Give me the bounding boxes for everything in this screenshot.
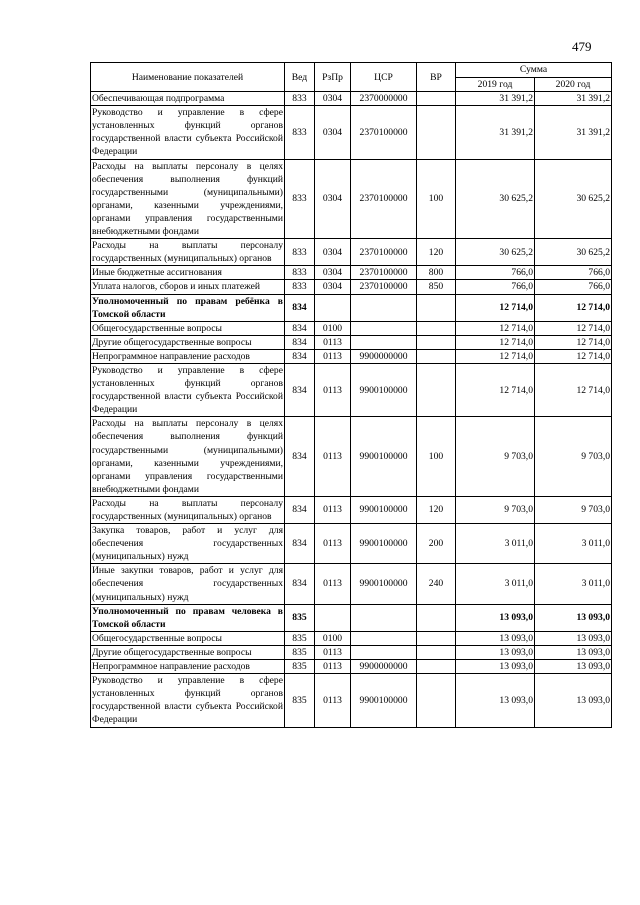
cell-ved: 835 — [285, 604, 315, 631]
cell-csr — [351, 604, 417, 631]
cell-rzpr: 0304 — [315, 159, 351, 239]
cell-name: Руководство и управление в сфере установленных функций органов государственной власти субъекта Российской Федерации — [92, 364, 283, 416]
table-row — [91, 417, 612, 497]
cell-vr — [417, 363, 456, 416]
cell-name: Иные закупки товаров, работ и услуг для обеспечения государственных (муниципальных) нужд — [92, 565, 283, 603]
cell-ved: 834 — [285, 335, 315, 349]
cell-vr: 200 — [417, 524, 456, 564]
cell-name: Закупка товаров, работ и услуг для обеспечения государственных (муниципальных) нужд — [92, 525, 283, 563]
budget-table — [90, 62, 612, 728]
cell-name: Общегосударственные вопросы — [91, 631, 285, 645]
table-row — [91, 645, 612, 659]
cell-2019: 31 391,2 — [456, 106, 535, 159]
cell-2020: 12 714,0 — [535, 363, 612, 416]
cell-csr: 9900100000 — [351, 496, 417, 523]
header-rzpr: РзПр — [315, 63, 351, 92]
cell-ved: 834 — [285, 524, 315, 564]
cell-ved: 834 — [285, 496, 315, 523]
page-number: 479 — [572, 39, 592, 54]
cell-csr: 2370000000 — [351, 92, 417, 106]
table-header — [91, 63, 612, 92]
cell-ved: 835 — [285, 674, 315, 727]
cell-2020: 12 714,0 — [535, 349, 612, 363]
cell-2020: 31 391,2 — [535, 92, 612, 106]
cell-name: Расходы на выплаты персоналу государственных (муниципальных) органов — [92, 240, 283, 265]
cell-rzpr: 0304 — [315, 280, 351, 294]
table-row — [91, 266, 612, 280]
cell-2019: 12 714,0 — [456, 335, 535, 349]
cell-name: Иные бюджетные ассигнования — [91, 266, 285, 280]
cell-ved: 834 — [285, 363, 315, 416]
cell-vr — [417, 294, 456, 321]
cell-2019: 13 093,0 — [456, 645, 535, 659]
cell-rzpr: 0113 — [315, 674, 351, 727]
cell-vr — [417, 645, 456, 659]
header-sum: Сумма — [456, 63, 612, 78]
cell-csr: 2370100000 — [351, 266, 417, 280]
cell-2020: 12 714,0 — [535, 335, 612, 349]
cell-2019: 766,0 — [456, 266, 535, 280]
cell-ved: 835 — [285, 660, 315, 674]
cell-ved: 834 — [285, 417, 315, 497]
cell-name: Обеспечивающая подпрограмма — [91, 92, 285, 106]
cell-csr: 9900000000 — [351, 660, 417, 674]
cell-2020: 12 714,0 — [535, 294, 612, 321]
cell-vr: 120 — [417, 496, 456, 523]
cell-rzpr — [315, 604, 351, 631]
table-row — [91, 524, 612, 564]
cell-name: Общегосударственные вопросы — [91, 321, 285, 335]
cell-2019: 12 714,0 — [456, 363, 535, 416]
cell-rzpr: 0304 — [315, 92, 351, 106]
cell-vr — [417, 660, 456, 674]
cell-csr — [351, 631, 417, 645]
cell-vr: 100 — [417, 159, 456, 239]
table-row — [91, 604, 612, 631]
cell-rzpr: 0113 — [315, 660, 351, 674]
cell-2020: 13 093,0 — [535, 660, 612, 674]
cell-ved: 833 — [285, 266, 315, 280]
cell-ved: 834 — [285, 294, 315, 321]
cell-name: Руководство и управление в сфере установленных функций органов государственной власти субъекта Российской Федерации — [92, 107, 283, 158]
cell-2019: 31 391,2 — [456, 92, 535, 106]
cell-csr: 2370100000 — [351, 239, 417, 266]
cell-csr: 9900100000 — [351, 674, 417, 727]
cell-2019: 13 093,0 — [456, 604, 535, 631]
cell-2020: 3 011,0 — [535, 524, 612, 564]
table-row — [91, 280, 612, 294]
cell-csr: 9900000000 — [351, 349, 417, 363]
cell-vr: 120 — [417, 239, 456, 266]
cell-2019: 12 714,0 — [456, 349, 535, 363]
table-body — [91, 92, 612, 727]
cell-ved: 834 — [285, 321, 315, 335]
cell-csr: 9900100000 — [351, 524, 417, 564]
table-row — [91, 496, 612, 523]
cell-ved: 833 — [285, 280, 315, 294]
cell-ved: 835 — [285, 645, 315, 659]
cell-vr — [417, 335, 456, 349]
table-row — [91, 363, 612, 416]
table-row — [91, 660, 612, 674]
cell-2020: 3 011,0 — [535, 564, 612, 604]
cell-rzpr: 0304 — [315, 106, 351, 159]
cell-2019: 9 703,0 — [456, 417, 535, 497]
cell-name: Руководство и управление в сфере установленных функций органов государственной власти субъекта Российской Федерации — [92, 675, 283, 726]
cell-rzpr: 0304 — [315, 266, 351, 280]
header-ved: Вед — [285, 63, 315, 92]
cell-name: Другие общегосударственные вопросы — [91, 335, 285, 349]
header-2019: 2019 год — [456, 78, 535, 92]
header-2020: 2020 год — [535, 78, 612, 92]
cell-ved: 834 — [285, 564, 315, 604]
cell-2019: 30 625,2 — [456, 159, 535, 239]
cell-rzpr: 0304 — [315, 239, 351, 266]
cell-2019: 13 093,0 — [456, 674, 535, 727]
table-row — [91, 674, 612, 727]
cell-ved: 833 — [285, 159, 315, 239]
cell-name: Расходы на выплаты персоналу в целях обеспечения выполнения функций государственными (муниципальными) органами, казенными учреждениями, органами управления государственными внебюджетными фондами — [92, 160, 283, 238]
table-row — [91, 106, 612, 159]
table-row — [91, 239, 612, 266]
cell-vr — [417, 321, 456, 335]
cell-2020: 13 093,0 — [535, 631, 612, 645]
cell-name: Уплата налогов, сборов и иных платежей — [91, 280, 285, 294]
cell-ved: 835 — [285, 631, 315, 645]
cell-2020: 766,0 — [535, 266, 612, 280]
cell-2020: 9 703,0 — [535, 496, 612, 523]
cell-name: Непрограммное направление расходов — [91, 660, 285, 674]
cell-rzpr: 0113 — [315, 524, 351, 564]
cell-vr: 240 — [417, 564, 456, 604]
cell-2020: 30 625,2 — [535, 159, 612, 239]
cell-rzpr: 0113 — [315, 496, 351, 523]
table-row — [91, 294, 612, 321]
cell-2019: 9 703,0 — [456, 496, 535, 523]
cell-2020: 9 703,0 — [535, 417, 612, 497]
cell-name: Непрограммное направление расходов — [91, 349, 285, 363]
cell-csr: 9900100000 — [351, 564, 417, 604]
cell-csr: 2370100000 — [351, 280, 417, 294]
table-row — [91, 631, 612, 645]
cell-2019: 3 011,0 — [456, 524, 535, 564]
cell-2020: 13 093,0 — [535, 645, 612, 659]
cell-2019: 13 093,0 — [456, 660, 535, 674]
header-name: Наименование показателей — [91, 63, 285, 92]
cell-csr — [351, 321, 417, 335]
table-row — [91, 159, 612, 239]
cell-2019: 12 714,0 — [456, 294, 535, 321]
cell-rzpr: 0113 — [315, 564, 351, 604]
cell-csr: 9900100000 — [351, 363, 417, 416]
cell-csr — [351, 335, 417, 349]
cell-name: Уполномоченный по правам человека в Томской области — [92, 605, 283, 630]
cell-ved: 833 — [285, 92, 315, 106]
cell-2020: 13 093,0 — [535, 604, 612, 631]
cell-ved: 833 — [285, 239, 315, 266]
cell-2019: 13 093,0 — [456, 631, 535, 645]
cell-rzpr: 0100 — [315, 631, 351, 645]
cell-name: Другие общегосударственные вопросы — [91, 645, 285, 659]
cell-csr: 9900100000 — [351, 417, 417, 497]
table-row — [91, 321, 612, 335]
cell-vr: 850 — [417, 280, 456, 294]
cell-ved: 834 — [285, 349, 315, 363]
cell-csr: 2370100000 — [351, 159, 417, 239]
cell-2020: 766,0 — [535, 280, 612, 294]
table-row — [91, 335, 612, 349]
cell-name: Уполномоченный по правам ребёнка в Томской области — [92, 295, 283, 320]
cell-rzpr — [315, 294, 351, 321]
cell-vr: 100 — [417, 417, 456, 497]
cell-csr — [351, 294, 417, 321]
cell-ved: 833 — [285, 106, 315, 159]
cell-rzpr: 0100 — [315, 321, 351, 335]
table-row — [91, 564, 612, 604]
cell-vr — [417, 349, 456, 363]
cell-vr: 800 — [417, 266, 456, 280]
header-csr: ЦСР — [351, 63, 417, 92]
cell-rzpr: 0113 — [315, 349, 351, 363]
cell-csr: 2370100000 — [351, 106, 417, 159]
cell-2019: 12 714,0 — [456, 321, 535, 335]
cell-vr — [417, 106, 456, 159]
cell-rzpr: 0113 — [315, 645, 351, 659]
cell-name: Расходы на выплаты персоналу в целях обеспечения выполнения функций государственными (муниципальными) органами, казенными учреждениями, органами управления государственными внебюджетными фондами — [92, 418, 283, 495]
cell-name: Расходы на выплаты персоналу государственных (муниципальных) органов — [92, 497, 283, 522]
cell-2019: 766,0 — [456, 280, 535, 294]
cell-2020: 13 093,0 — [535, 674, 612, 727]
table-row — [91, 349, 612, 363]
header-vr: ВР — [417, 63, 456, 92]
cell-rzpr: 0113 — [315, 335, 351, 349]
cell-rzpr: 0113 — [315, 363, 351, 416]
cell-2020: 12 714,0 — [535, 321, 612, 335]
cell-csr — [351, 645, 417, 659]
cell-vr — [417, 674, 456, 727]
table-row — [91, 92, 612, 106]
cell-vr — [417, 92, 456, 106]
cell-2020: 31 391,2 — [535, 106, 612, 159]
cell-2019: 30 625,2 — [456, 239, 535, 266]
cell-vr — [417, 631, 456, 645]
cell-vr — [417, 604, 456, 631]
cell-2020: 30 625,2 — [535, 239, 612, 266]
cell-rzpr: 0113 — [315, 417, 351, 497]
cell-2019: 3 011,0 — [456, 564, 535, 604]
